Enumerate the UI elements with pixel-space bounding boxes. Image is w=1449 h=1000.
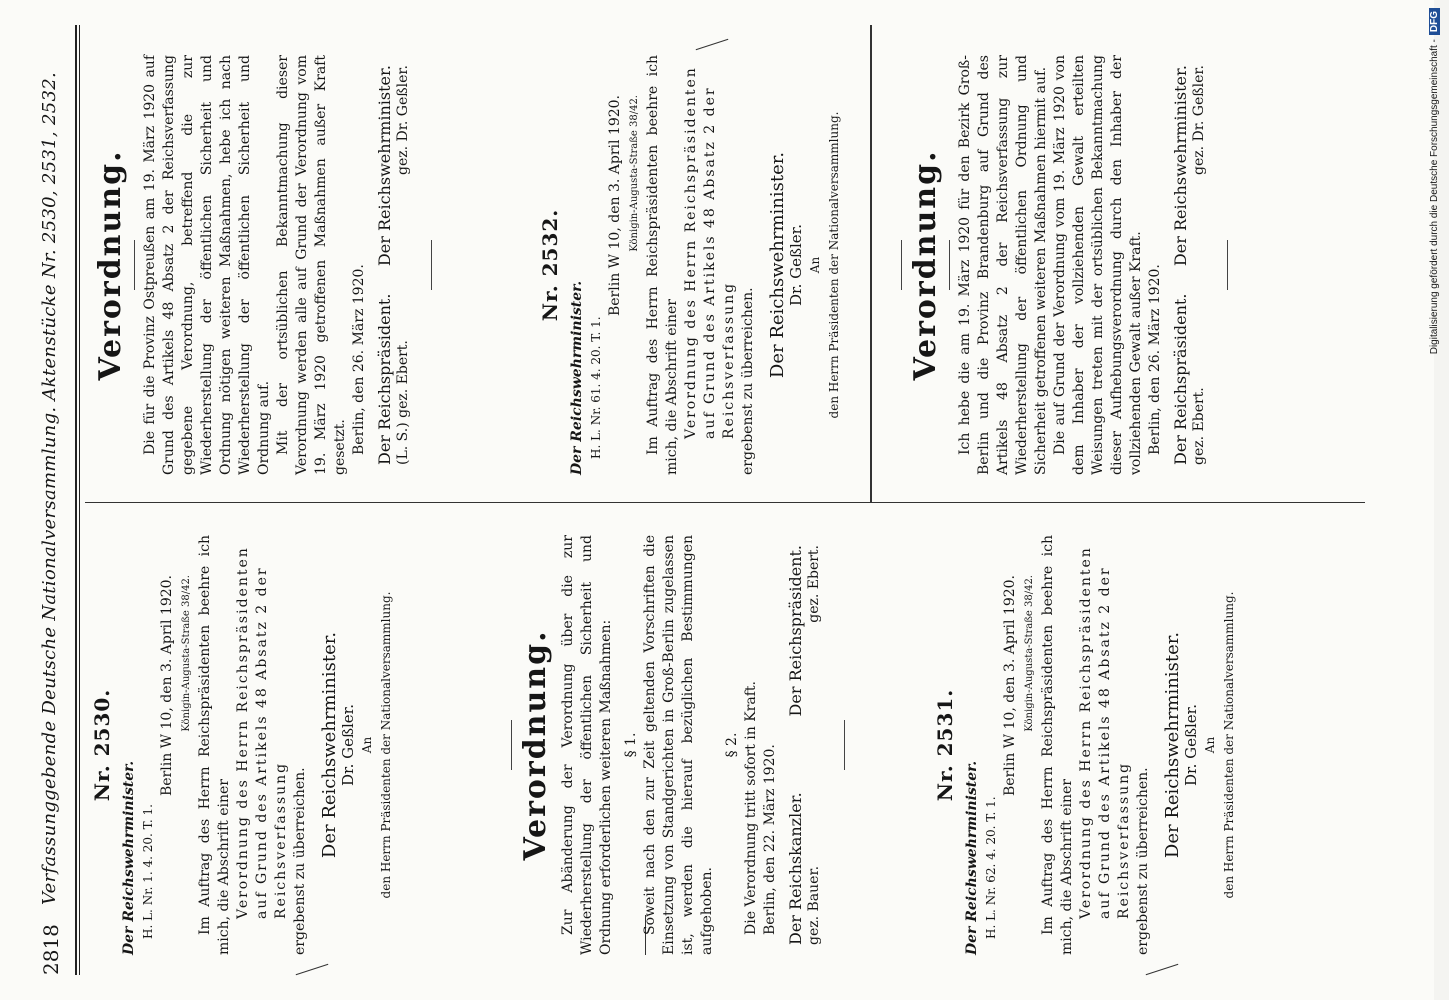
signature-name: Dr. Geßler. [339, 704, 357, 786]
doc-2531 [930, 535, 1239, 955]
sender: Der Reichswehrminister. [964, 760, 980, 955]
verordnung-line-2: auf Grund des Artikels 48 Absatz 2 der [254, 566, 270, 919]
short-rule [511, 720, 512, 770]
sender: Der Reichswehrminister. [569, 280, 585, 475]
doc-number: Nr. 2532. [538, 208, 562, 322]
right-signer: gez. Dr. Geßler. [395, 65, 411, 175]
body-text: Im Auftrag des Herrn Reichspräsidenten beehre ich mich, die Abschrift einer [197, 535, 232, 955]
signature-title: Der Reichswehrminister. [319, 631, 340, 859]
verordnung-line-2: auf Grund des Artikels 48 Absatz 2 der [1097, 566, 1113, 919]
credit-text: Digitalisierung gefördert durch die Deutsche Forschungsgemeinschaft - [1429, 39, 1440, 355]
column-divider [85, 502, 1365, 503]
intro-text: Zur Abänderung der Verordnung über die zur Wiederherstellung der öffentlichen Sicherheit und Ordnung erforderlichen weiteren Maßnahmen: [560, 535, 614, 955]
verordnung-line-2: auf Grund des Artikels 48 Absatz 2 der [702, 86, 718, 439]
signature-names-row [394, 55, 413, 475]
street: Königin-Augusta-Straße 38/42. [181, 575, 192, 732]
body-text: Im Auftrag des Herrn Reichspräsidenten beehre ich mich, die Abschrift einer [645, 55, 680, 475]
left-signer: (L. S.) gez. Ebert. [395, 340, 411, 465]
verordnung-title: Verordnung. [908, 149, 943, 381]
signature-names-row [805, 535, 824, 955]
verordnung-title: Verordnung. [518, 629, 553, 861]
place-date: Berlin W 10, den 3. April 1920. [159, 575, 175, 797]
right-signer-title: Der Reichswehrminister. [1171, 65, 1190, 267]
margin-pencil-mark [1146, 964, 1179, 975]
verordnung-b [87, 55, 438, 475]
date-line: Berlin, den 26. März 1920. [1147, 264, 1163, 455]
doc-2530 [87, 535, 396, 955]
date-line: Berlin, den 22. März 1920. [762, 744, 778, 935]
paragraph-1-text: Soweit nach den zur Zeit geltenden Vorschriften die Einsetzung von Standgerichten in Groß-Berlin zugelassen ist, werden die hierauf bezüglichen Bestimmungen aufgehoben. [642, 535, 715, 955]
signature-title: Der Reichswehrminister. [767, 151, 788, 379]
verordnung-line-1: Verordnung des Herrn Reichspräsidenten [1078, 546, 1094, 919]
signature-name: Dr. Geßler. [1182, 704, 1200, 786]
header-rule [75, 25, 77, 975]
body-text: Im Auftrag des Herrn Reichspräsidenten beehre ich mich, die Abschrift einer [1040, 535, 1075, 955]
closing: ergebenst zu überreichen. [740, 287, 756, 475]
addressee-an: An [1203, 736, 1217, 754]
short-rule [901, 240, 902, 290]
rotated-document-page [35, 25, 1385, 975]
short-rule [949, 240, 950, 290]
doc-2532 [535, 55, 844, 475]
text-1: Ich hebe die am 19. März 1920 für den Bezirk Groß-Berlin und die Provinz Brandenburg auf Grund des Artikels 48 Absatz 2 der Reichsverfassung zur Wiederherstellung der öffentlichen Ordnung und Sicherheit getroffenen weiteren Maßnahmen hiermit auf. [957, 55, 1049, 475]
header-rule-thin [79, 25, 80, 975]
signature-names-row [1190, 55, 1209, 475]
short-rule [844, 720, 845, 770]
margin-pencil-mark [296, 964, 329, 975]
verordnung-line-1: Verordnung des Herrn Reichspräsidenten [235, 546, 251, 919]
signature-row [375, 55, 394, 475]
date-line: Berlin, den 26. März 1920. [351, 264, 367, 455]
right-signer-title: Der Reichswehrminister. [375, 65, 394, 267]
reference: H. L. Nr. 61. 4. 20. T. 1. [589, 316, 603, 459]
closing: ergebenst zu überreichen. [1135, 767, 1151, 955]
paragraph-2-text: Die Verordnung tritt sofort in Kraft. [743, 681, 759, 935]
place-date: Berlin W 10, den 3. April 1920. [1002, 575, 1018, 797]
left-signer: gez. Bauer. [806, 865, 822, 945]
running-title: Verfassunggebende Deutsche Nationalversammlung. Aktenstücke Nr. 2530, 2531, 2532. [39, 71, 60, 905]
left-signer-title: Der Reichspräsident. [375, 293, 394, 465]
signature-name: Dr. Geßler. [787, 224, 805, 306]
text-1: Die für die Provinz Ostpreußen am 19. März 1920 auf Grund des Artikels 48 Absatz 2 der Reichsverfassung gegebene Verordnung, betreffend die zur Wiederherstellung der öffentlichen Sicherheit und Ordnung nötigen weiteren Maßnahmen, hebe ich nach Wiederherstellung der öffentlichen Sicherheit und Ordnung auf. [142, 55, 272, 475]
page-number: 2818 [39, 924, 63, 975]
closing: ergebenst zu überreichen. [292, 767, 308, 955]
addressee: den Herrn Präsidenten der Nationalversammlung. [1222, 591, 1236, 899]
short-rule [1227, 240, 1228, 290]
sender: Der Reichswehrminister. [121, 760, 137, 955]
page-header [35, 25, 75, 975]
verordnung-c [895, 55, 1234, 475]
verordnung-line-3: Reichsverfassung [273, 761, 289, 919]
verordnung-a [505, 535, 851, 955]
right-signer: gez. Ebert. [806, 545, 822, 623]
signature-title: Der Reichswehrminister. [1162, 631, 1183, 859]
right-signer: gez. Dr. Geßler. [1191, 65, 1207, 175]
reference: H. L. Nr. 1. 4. 20. T. 1. [141, 804, 155, 939]
addressee: den Herrn Präsidenten der Nationalversammlung. [379, 591, 393, 899]
paragraph-1: § 1. [623, 732, 639, 758]
addressee-an: An [808, 256, 822, 274]
digitization-credit [1411, 8, 1440, 992]
text-2: Mit der ortsüblichen Bekanntmachung dieser Verordnung werden alle auf Grund der Verordnung vom 19. März 1920 getroffenen Maßnahmen außer Kraft gesetzt. [275, 55, 348, 475]
addressee: den Herrn Präsidenten der Nationalversammlung. [827, 111, 841, 419]
right-signer-title: Der Reichspräsident. [786, 545, 805, 717]
signature-row [786, 535, 805, 955]
dfg-logo: DFG [1429, 8, 1440, 35]
left-signer-title: Der Reichskanzler. [786, 792, 805, 945]
street: Königin-Augusta-Straße 38/42. [1024, 575, 1035, 732]
verordnung-line-1: Verordnung des Herrn Reichspräsidenten [683, 66, 699, 439]
text-2: Die auf Grund der Verordnung vom 19. März 1920 von dem Inhaber der vollziehenden Gewalt erteilten Weisungen treten mit der ortsüblichen Bekanntmachung dieser Aufhebungsverordnung durch den Inhaber der vollziehenden Gewalt außer Kraft. [1052, 55, 1144, 475]
doc-number: Nr. 2530. [90, 688, 114, 802]
place-date: Berlin W 10, den 3. April 1920. [607, 95, 623, 317]
paragraph-2: § 2. [724, 732, 740, 758]
verordnung-line-3: Reichsverfassung [1116, 761, 1132, 919]
short-rule [431, 240, 432, 290]
left-signer: gez. Ebert. [1191, 387, 1207, 465]
left-signer-title: Der Reichspräsident. [1171, 293, 1190, 465]
page-half-divider [870, 25, 872, 503]
verordnung-line-3: Reichsverfassung [721, 281, 737, 439]
doc-number: Nr. 2531. [933, 688, 957, 802]
street: Königin-Augusta-Straße 38/42. [629, 95, 640, 252]
addressee-an: An [360, 736, 374, 754]
verordnung-title: Verordnung. [93, 149, 128, 381]
short-rule [134, 240, 135, 290]
signature-row [1171, 55, 1190, 475]
reference: H. L. Nr. 62. 4. 20. T. 1. [984, 796, 998, 939]
margin-pencil-mark [696, 39, 729, 50]
